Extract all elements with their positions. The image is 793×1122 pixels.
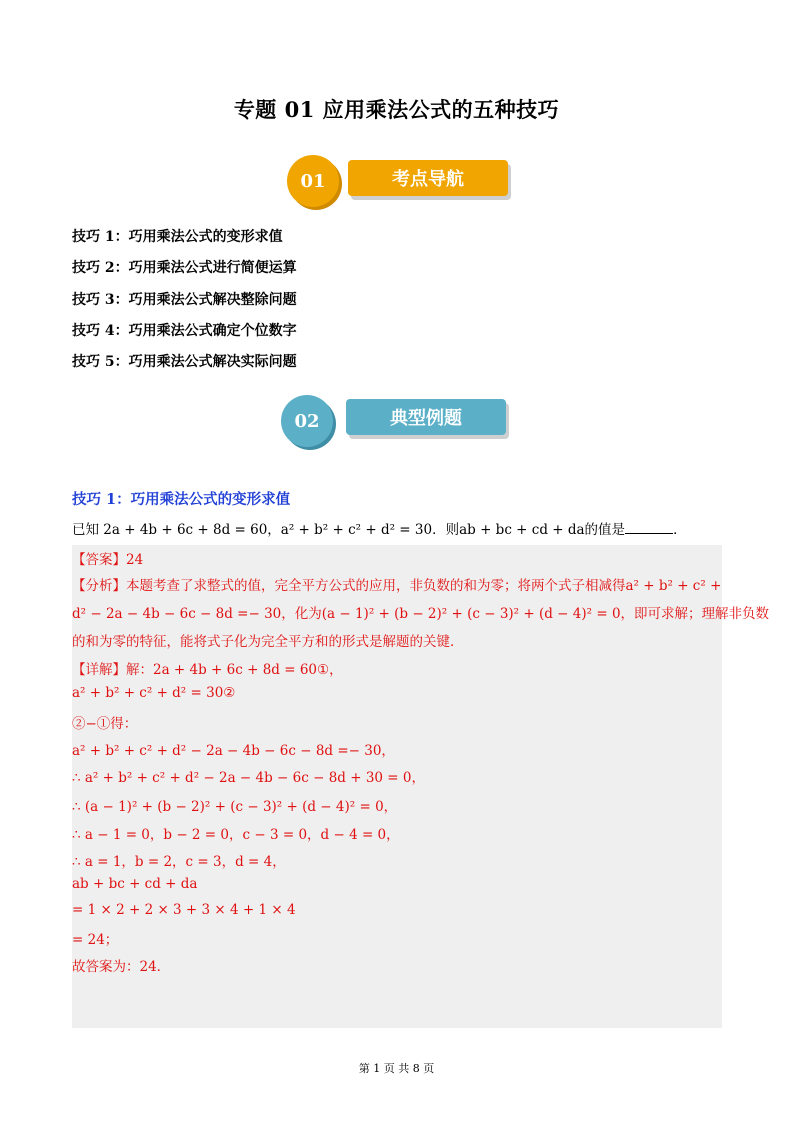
question-body: 已知 2a + 4b + 6c + 8d = 60，a² + b² + c² + d² = 30．则ab + bc + cd + da的值是 (72, 522, 626, 538)
section-heading: 技巧 1：巧用乘法公式的变形求值 (72, 491, 291, 508)
badge-number-01: 01 (287, 155, 339, 207)
analysis-line: 的和为零的特征，能将式子化为完全平方和的形式是解题的关键． (72, 634, 464, 650)
detail-line: ∴ a = 1，b = 2，c = 3，d = 4， (72, 854, 286, 870)
question-period: ． (673, 522, 687, 538)
analysis-line: d² − 2a − 4b − 6c − 8d =− 30，化为(a − 1)² + (b − 2)² + (c − 3)² + (d − 4)² = 0，即可求解；理解非负数 (72, 606, 770, 622)
detail-line: ∴ (a − 1)² + (b − 2)² + (c − 3)² + (d − 4)² = 0， (72, 799, 398, 815)
toc-item: 技巧 5：巧用乘法公式解决实际问题 (72, 354, 297, 370)
analysis-line: 【分析】本题考查了求整式的值，完全平方公式的应用，非负数的和为零；将两个式子相减得a² + b² + c² + (72, 578, 722, 594)
page-footer: 第 1 页 共 8 页 (358, 1062, 435, 1075)
detail-line: a² + b² + c² + d² − 2a − 4b − 6c − 8d =− 30， (72, 743, 395, 759)
badge-number-02: 02 (281, 395, 333, 447)
final-answer-line: 故答案为：24． (72, 959, 171, 975)
answer-line: 【答案】24 (72, 552, 144, 568)
detail-line: ab + bc + cd + da (72, 876, 198, 892)
toc-item: 技巧 3：巧用乘法公式解决整除问题 (72, 292, 297, 308)
toc-item: 技巧 2：巧用乘法公式进行简便运算 (72, 260, 297, 276)
detail-line: 【详解】解：2a + 4b + 6c + 8d = 60①， (72, 662, 343, 678)
detail-line: ②−①得： (72, 716, 138, 732)
detail-line: = 24； (72, 932, 119, 948)
toc-item: 技巧 1：巧用乘法公式的变形求值 (72, 229, 283, 245)
detail-line: ∴ a − 1 = 0，b − 2 = 0，c − 3 = 0，d − 4 = 0， (72, 827, 400, 843)
badge-label-kaodian: 考点导航 (348, 160, 508, 196)
detail-line: a² + b² + c² + d² = 30② (72, 685, 236, 701)
answer-blank (625, 521, 673, 534)
question-text (72, 518, 687, 538)
toc-item: 技巧 4：巧用乘法公式确定个位数字 (72, 323, 297, 339)
detail-line: = 1 × 2 + 2 × 3 + 3 × 4 + 1 × 4 (72, 902, 296, 918)
page-title: 专题 01 应用乘法公式的五种技巧 (233, 97, 560, 122)
detail-line: ∴ a² + b² + c² + d² − 2a − 4b − 6c − 8d + 30 = 0， (72, 770, 425, 786)
badge-label-dianxing: 典型例题 (346, 399, 506, 435)
